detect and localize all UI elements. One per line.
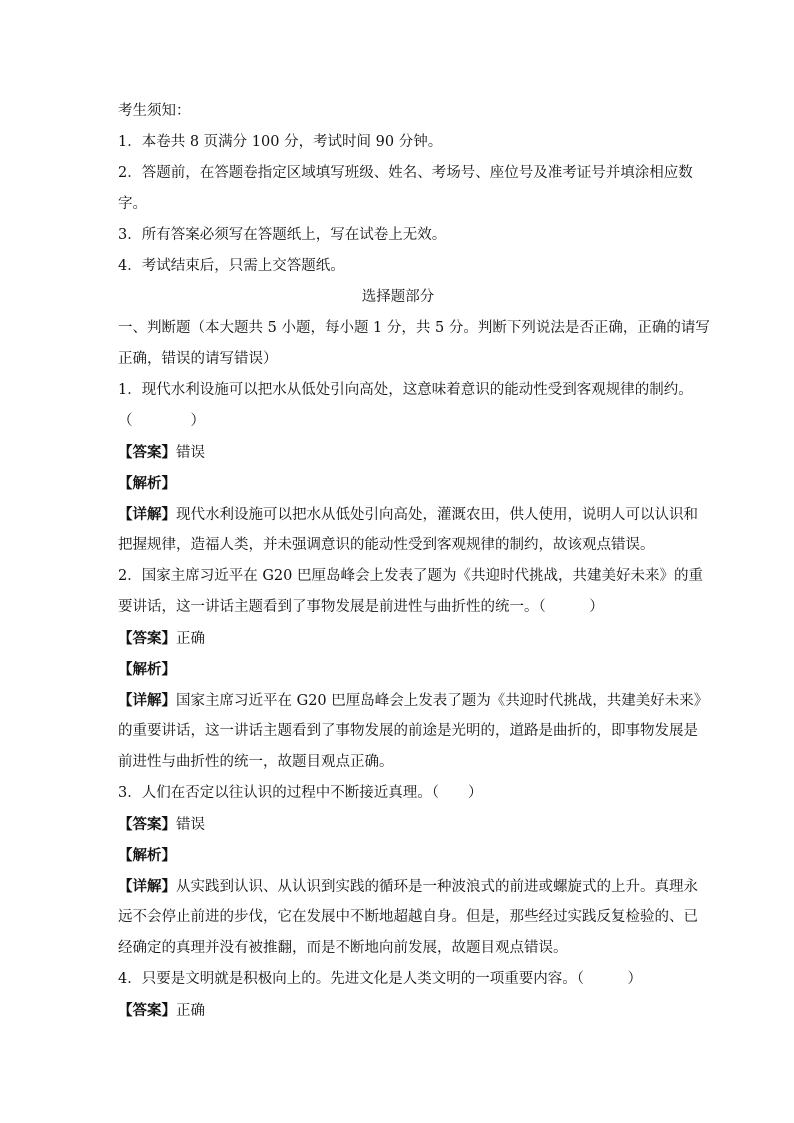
section-title: 选择题部分 xyxy=(361,289,435,305)
detail-label: 【详解】 xyxy=(118,878,176,895)
detail-line xyxy=(118,499,698,530)
answer-line xyxy=(118,623,678,654)
detail-text: 远不会停止前进的步伐，它在发展中不断地超越自身。但是，那些经过实践反复检验的、已 xyxy=(118,909,698,925)
notice-item: 字。 xyxy=(118,196,147,212)
exam-page xyxy=(118,96,710,1026)
question-blank: （ ） xyxy=(118,413,205,429)
answer-value: 正确 xyxy=(176,631,205,647)
answer-label: 【答案】 xyxy=(118,630,176,647)
answer-line xyxy=(118,437,678,468)
detail-text: 前进性与曲折性的统一，故题目观点正确。 xyxy=(118,754,394,770)
detail-text: 经确定的真理并没有被推翻，而是不断地向前发展，故题目观点错误。 xyxy=(118,940,568,956)
analysis-line xyxy=(118,840,678,871)
question-text: 2．国家主席习近平在 G20 巴厘岛峰会上发表了题为《共迎时代挑战，共建美好未来》的重 xyxy=(118,568,703,584)
detail-label: 【详解】 xyxy=(118,692,176,709)
notice-title: 考生须知： xyxy=(118,103,191,119)
answer-value: 正确 xyxy=(176,1003,205,1019)
detail-line xyxy=(118,871,698,902)
detail-line xyxy=(118,685,709,716)
notice-item: 2．答题前，在答题卷指定区域填写班级、姓名、考场号、座位号及准考证号并填涂相应数 xyxy=(118,165,693,181)
answer-line xyxy=(118,809,678,840)
answer-label: 【答案】 xyxy=(118,816,176,833)
notice-item: 3．所有答案必须写在答题纸上，写在试卷上无效。 xyxy=(118,227,447,243)
notice-item: 4．考试结束后，只需上交答题纸。 xyxy=(118,258,345,274)
question-text: 3．人们在否定以往认识的过程中不断接近真理。（ ） xyxy=(118,785,483,801)
analysis-line xyxy=(118,654,678,685)
answer-label: 【答案】 xyxy=(118,1002,176,1019)
answer-label: 【答案】 xyxy=(118,444,176,461)
detail-label: 【详解】 xyxy=(118,506,176,523)
section-intro: 一、判断题（本大题共 5 小题，每小题 1 分，共 5 分。判断下列说法是否正确，正确的请写 xyxy=(118,320,710,336)
detail-text: 国家主席习近平在 G20 巴厘岛峰会上发表了题为《共迎时代挑战，共建美好未来》 xyxy=(176,693,709,709)
question-text: 4．只要是文明就是积极向上的。先进文化是人类文明的一项重要内容。（ ） xyxy=(118,971,642,987)
analysis-line xyxy=(118,468,678,499)
detail-text: 的重要讲话，这一讲话主题看到了事物发展的前途是光明的，道路是曲折的，即事物发展是 xyxy=(118,723,698,739)
detail-text: 把握规律，造福人类，并未强调意识的能动性受到客观规律的制约，故该观点错误。 xyxy=(118,537,655,553)
analysis-label: 【解析】 xyxy=(118,847,176,864)
section-intro: 正确，错误的请写错误） xyxy=(118,351,278,367)
detail-text: 现代水利设施可以把水从低处引向高处，灌溉农田，供人使用，说明人可以认识和 xyxy=(176,507,698,523)
detail-text: 从实践到认识、从认识到实践的循环是一种波浪式的前进或螺旋式的上升。真理永 xyxy=(176,879,698,895)
question-text: 要讲话，这一讲话主题看到了事物发展是前进性与曲折性的统一。（ ） xyxy=(118,599,604,615)
answer-line xyxy=(118,995,678,1026)
analysis-label: 【解析】 xyxy=(118,475,176,492)
answer-value: 错误 xyxy=(176,445,205,461)
question-text: 1．现代水利设施可以把水从低处引向高处，这意味着意识的能动性受到客观规律的制约。 xyxy=(118,382,693,398)
answer-value: 错误 xyxy=(176,817,205,833)
notice-item: 1．本卷共 8 页满分 100 分，考试时间 90 分钟。 xyxy=(118,134,443,150)
analysis-label: 【解析】 xyxy=(118,661,176,678)
